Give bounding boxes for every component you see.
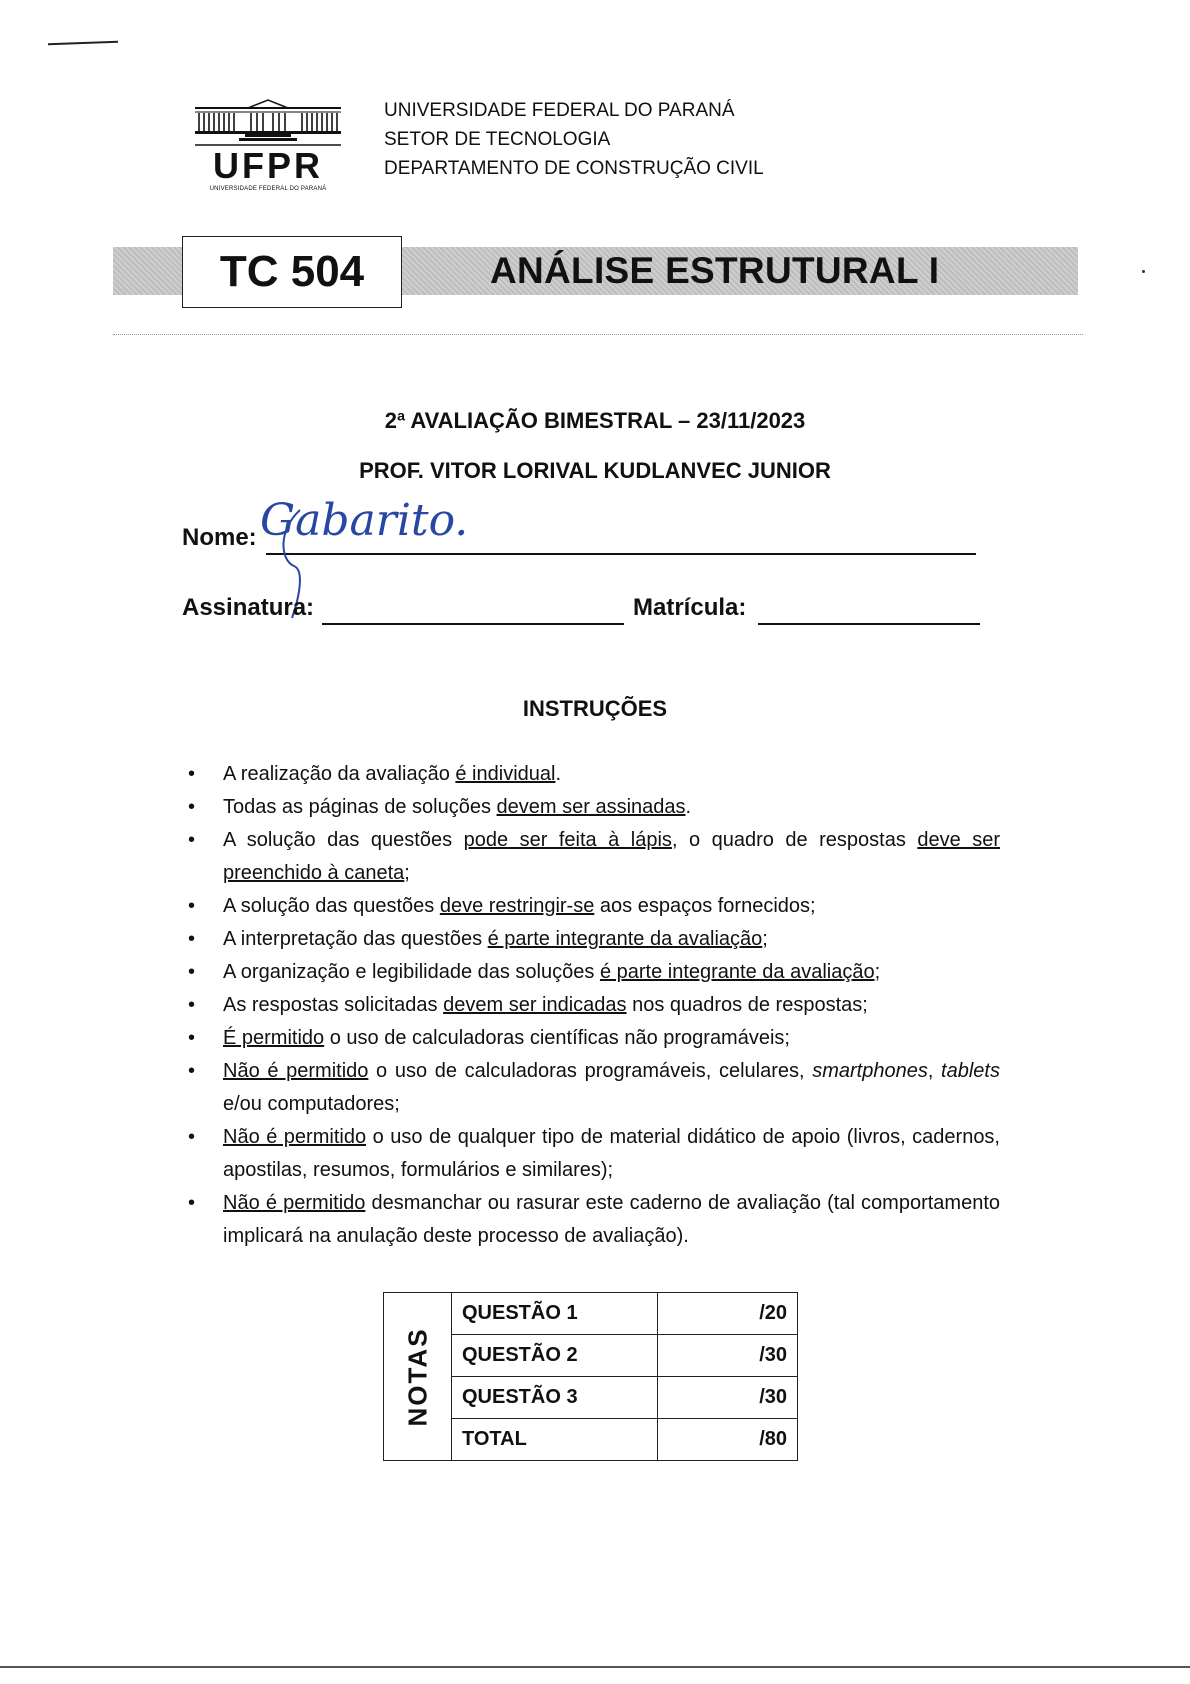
logo-subtitle: UNIVERSIDADE FEDERAL DO PARANÁ bbox=[209, 186, 327, 192]
instruction-text: A solução das questões bbox=[223, 895, 440, 917]
instruction-text: É permitido bbox=[223, 1027, 325, 1049]
divider bbox=[113, 334, 1083, 335]
grade-label: TOTAL bbox=[452, 1419, 658, 1461]
name-label: Nome: bbox=[182, 524, 257, 551]
instruction-item bbox=[188, 890, 1000, 923]
instruction-text: smartphones bbox=[812, 1060, 928, 1082]
instruction-text: ; bbox=[404, 862, 410, 884]
sector-name: SETOR DE TECNOLOGIA bbox=[384, 129, 611, 150]
signature-label: Assinatura: bbox=[182, 594, 315, 621]
instruction-text: deve restringir-se bbox=[439, 895, 595, 917]
instruction-text: o uso de calculadoras científicas não programáveis; bbox=[324, 1027, 790, 1049]
signature-line[interactable] bbox=[322, 623, 624, 625]
page-bottom-edge bbox=[0, 1666, 1190, 1668]
instruction-text: pode ser feita à lápis bbox=[463, 829, 672, 851]
grade-label: QUESTÃO 2 bbox=[452, 1335, 658, 1377]
instruction-item bbox=[188, 989, 1000, 1022]
instruction-item bbox=[188, 758, 1000, 791]
grades-side-label: NOTAS bbox=[402, 1326, 432, 1427]
building-icon bbox=[193, 98, 343, 150]
instruction-text: devem ser assinadas bbox=[496, 796, 686, 818]
registration-line[interactable] bbox=[758, 623, 980, 625]
grade-row bbox=[384, 1293, 798, 1335]
course-code: TC 504 bbox=[182, 236, 402, 308]
registration-label: Matrícula: bbox=[633, 594, 747, 621]
instructions-list bbox=[188, 758, 1000, 1253]
instruction-item bbox=[188, 1022, 1000, 1055]
name-line[interactable] bbox=[266, 553, 976, 555]
grades-table bbox=[383, 1292, 798, 1461]
instruction-text: é parte integrante da avaliação bbox=[599, 961, 875, 983]
grade-label: QUESTÃO 3 bbox=[452, 1377, 658, 1419]
instruction-text: A interpretação das questões bbox=[223, 928, 488, 950]
instruction-item bbox=[188, 1187, 1000, 1253]
instruction-text: Não é permitido bbox=[223, 1126, 367, 1148]
instruction-item bbox=[188, 1055, 1000, 1121]
grades-side-cell bbox=[384, 1293, 452, 1461]
instruction-text: A solução das questões bbox=[223, 829, 464, 851]
instruction-item bbox=[188, 923, 1000, 956]
instruction-text: ; bbox=[874, 961, 881, 983]
grade-points[interactable]: /30 bbox=[658, 1377, 798, 1419]
instruction-text: ; bbox=[762, 928, 768, 950]
instruction-text: tablets bbox=[941, 1060, 1000, 1082]
instruction-text: devem ser indicadas bbox=[443, 994, 627, 1016]
ufpr-logo bbox=[193, 98, 343, 194]
grade-label: QUESTÃO 1 bbox=[452, 1293, 658, 1335]
instruction-text: Não é permitido bbox=[223, 1192, 366, 1214]
instruction-text: é individual bbox=[455, 763, 556, 785]
instruction-text: As respostas solicitadas bbox=[223, 994, 444, 1016]
instruction-item bbox=[188, 791, 1000, 824]
institution-block bbox=[384, 96, 764, 183]
grade-points[interactable]: /30 bbox=[658, 1335, 798, 1377]
exam-title: 2ª AVALIAÇÃO BIMESTRAL – 23/11/2023 bbox=[384, 408, 806, 433]
instruction-item bbox=[188, 1121, 1000, 1187]
instruction-text: , o quadro de respostas bbox=[671, 829, 918, 851]
scan-pen-mark bbox=[48, 41, 118, 45]
instruction-text: desmanchar ou rasurar este caderno de avaliação (tal comportamento implicará na anulação deste processo de avaliação). bbox=[223, 1192, 1001, 1247]
logo-wordmark: UFPR bbox=[213, 145, 323, 186]
instruction-text: o uso de qualquer tipo de material didático de apoio (livros, cadernos, apostilas, resumos, formulários e similares); bbox=[223, 1126, 1000, 1181]
instruction-text: é parte integrante da avaliação bbox=[487, 928, 763, 950]
instruction-text: A realização da avaliação bbox=[223, 763, 456, 785]
instructions-heading: INSTRUÇÕES bbox=[522, 696, 668, 721]
name-handwritten-value: Gabarito. bbox=[260, 495, 469, 546]
instruction-text: aos espaços fornecidos; bbox=[594, 895, 816, 917]
institution-name: UNIVERSIDADE FEDERAL DO PARANÁ bbox=[384, 100, 735, 121]
instruction-item bbox=[188, 956, 1000, 989]
course-title: ANÁLISE ESTRUTURAL I bbox=[490, 250, 940, 291]
instruction-text: nos quadros de respostas; bbox=[626, 994, 868, 1016]
instruction-text: Todas as páginas de soluções bbox=[223, 796, 497, 818]
instruction-text: , bbox=[927, 1060, 942, 1082]
grade-points[interactable]: /20 bbox=[658, 1293, 798, 1335]
instruction-text: e/ou computadores; bbox=[223, 1093, 400, 1115]
instruction-item bbox=[188, 824, 1000, 890]
instruction-text: A organização e legibilidade das soluções bbox=[223, 961, 600, 983]
instruction-text: deve ser preenchido à caneta bbox=[223, 829, 1000, 884]
professor-name: PROF. VITOR LORIVAL KUDLANVEC JUNIOR bbox=[359, 458, 831, 483]
instruction-text: . bbox=[685, 796, 692, 818]
instruction-text: . bbox=[555, 763, 562, 785]
grade-points[interactable]: /80 bbox=[658, 1419, 798, 1461]
department-name: DEPARTAMENTO DE CONSTRUÇÃO CIVIL bbox=[384, 158, 764, 179]
instruction-text: Não é permitido bbox=[223, 1060, 369, 1082]
scan-dot bbox=[1142, 270, 1145, 273]
instruction-text: o uso de calculadoras programáveis, celulares, bbox=[368, 1060, 813, 1082]
